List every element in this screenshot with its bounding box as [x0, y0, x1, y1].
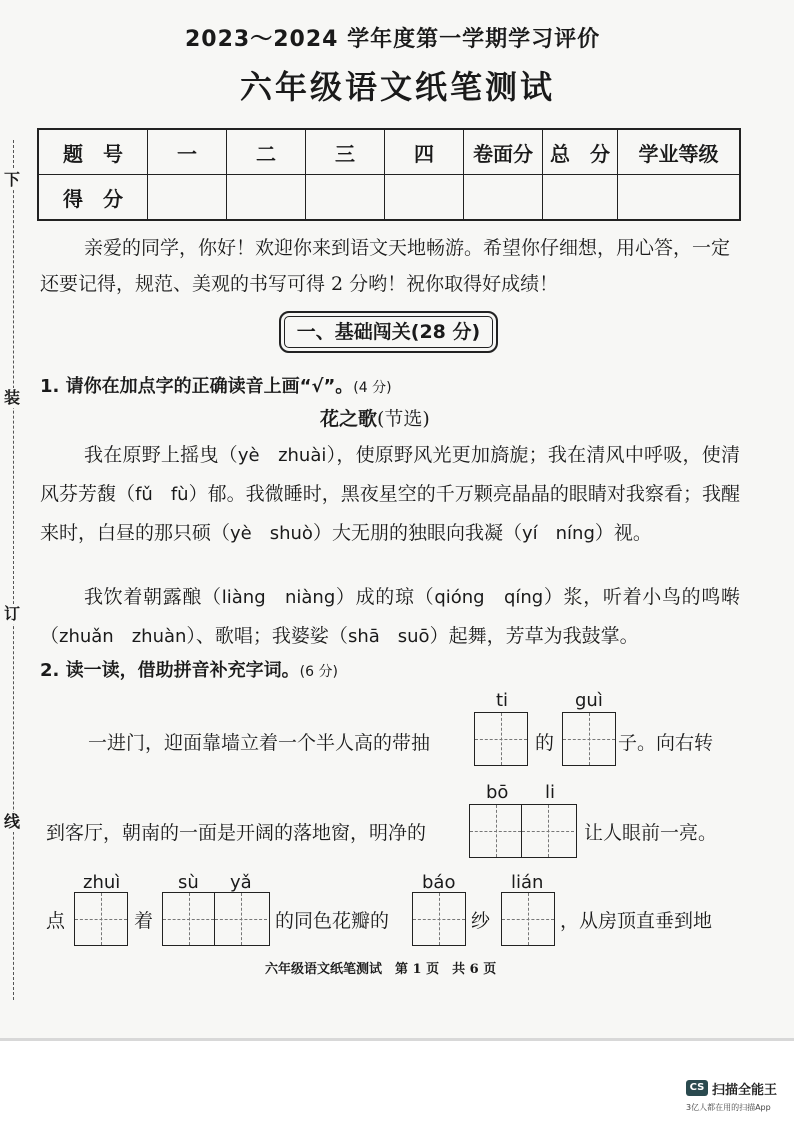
poem-title-text: 花之歌 [320, 408, 378, 430]
text-run: ）起舞，芳草为我鼓掌。 [429, 625, 639, 647]
poem-subtitle: (节选) [377, 408, 430, 430]
fill-line-text: ，从房顶直垂到地 [560, 910, 713, 932]
pinyin-label: guì [575, 690, 603, 711]
binding-mark: 装 [4, 388, 21, 407]
fill-line-text: 子。向右转 [618, 732, 714, 754]
text-run: ），使原野风光更加旖旎；我在清风中呼吸，使清风芬芳馥（ [40, 444, 740, 505]
score-cell[interactable] [543, 175, 618, 221]
pinyin-label: sù [178, 872, 199, 893]
pinyin-label: yǎ [230, 872, 252, 893]
text-run: 我饮着朝露酿（ [84, 586, 222, 608]
tianzige-box[interactable] [412, 892, 466, 946]
pinyin-choice[interactable]: zhuǎn zhuàn [59, 626, 187, 647]
binding-line [0, 140, 26, 1000]
exam-title: 六年级语文纸笔测试 [240, 68, 556, 106]
page-edge [0, 1038, 794, 1041]
score-cell[interactable] [464, 175, 543, 221]
header-cell: 学业等级 [618, 129, 741, 175]
text-run: ）郁。我微睡时，黑夜星空的千万颗亮晶晶的眼睛对我察看；我醒来时，白昼的那只硕（ [40, 483, 740, 544]
fill-line-text: 着 [134, 910, 154, 932]
question-points: (4 分) [353, 380, 392, 396]
header-cell: 题 号 [38, 129, 148, 175]
header-cell: 卷面分 [464, 129, 543, 175]
poem-paragraph-1 [40, 436, 740, 553]
header-cell: 三 [306, 129, 385, 175]
question-points: (6 分) [299, 664, 338, 680]
pinyin-choice[interactable]: fǔ fù [135, 484, 189, 505]
header-cell: 一 [148, 129, 227, 175]
pinyin-choice[interactable]: qióng qíng [434, 587, 544, 608]
pinyin-label: lián [511, 872, 544, 893]
header-cell: 总 分 [543, 129, 618, 175]
score-header-row [38, 129, 740, 175]
scanner-app-name: 扫描全能王 [712, 1083, 778, 1098]
pinyin-label: báo [422, 872, 456, 893]
fill-line-text: 点 [46, 910, 66, 932]
pinyin-label: bō [486, 782, 509, 803]
binding-mark: 线 [4, 812, 21, 831]
text-run: ）视。 [594, 522, 652, 544]
binding-mark: 订 [4, 604, 21, 623]
tianzige-box[interactable] [74, 892, 128, 946]
pinyin-choice[interactable]: shā suō [347, 626, 430, 647]
pinyin-choice[interactable]: yè shuò [230, 523, 313, 544]
tianzige-box[interactable] [562, 712, 616, 766]
fill-line-text: 到客厅，朝南的一面是开阔的落地窗，明净的 [46, 822, 427, 844]
intro-text: 亲爱的同学，你好！欢迎你来到语文天地畅游。希望你仔细想，用心答，一定还要记得，规范、美观的书写可得 2 分哟！祝你取得好成绩！ [40, 237, 731, 295]
question-2 [40, 656, 338, 682]
text-run: ）浆，听着小鸟的鸣啭（ [40, 586, 740, 647]
pinyin-choice[interactable]: liàng niàng [221, 587, 336, 608]
exam-term-title: 2023～2024 学年度第一学期学习评价 [185, 27, 601, 52]
score-table [37, 128, 741, 221]
pinyin-label: li [545, 782, 556, 803]
fill-line-text: 让人眼前一亮。 [584, 822, 718, 844]
pinyin-label: zhuì [83, 872, 121, 893]
poem-title [320, 404, 430, 431]
camscanner-logo-icon: CS [686, 1080, 708, 1096]
score-cell[interactable] [385, 175, 464, 221]
score-cell[interactable] [306, 175, 385, 221]
score-row-label: 得 分 [38, 175, 148, 221]
binding-dashed-line [13, 140, 15, 1000]
question-1 [40, 372, 392, 398]
text-run: ）大无朋的独眼向我凝（ [312, 522, 522, 544]
binding-mark: 下 [4, 170, 21, 189]
scanner-tagline: 3亿人都在用的扫描App [686, 1103, 771, 1112]
score-cell[interactable] [227, 175, 306, 221]
pinyin-choice[interactable]: yí níng [521, 523, 595, 544]
tianzige-box[interactable] [469, 804, 577, 858]
fill-line-text: 的 [535, 732, 555, 754]
question-label: 2. 读一读，借助拼音补充字词。 [40, 660, 300, 681]
header-cell: 四 [385, 129, 464, 175]
score-cell[interactable] [618, 175, 741, 221]
text-run: ）成的琼（ [335, 586, 435, 608]
fill-line-text: 纱 [471, 910, 491, 932]
tianzige-box[interactable] [162, 892, 270, 946]
pinyin-label: ti [496, 690, 509, 711]
section-title: 一、基础闯关(28 分) [279, 311, 498, 353]
header-cell: 二 [227, 129, 306, 175]
tianzige-box[interactable] [474, 712, 528, 766]
text-run: 我在原野上摇曳（ [84, 444, 238, 466]
score-row [38, 175, 740, 221]
question-label: 1. 请你在加点字的正确读音上画“√”。 [40, 376, 354, 397]
pinyin-choice[interactable]: yè zhuài [237, 445, 327, 466]
tianzige-box[interactable] [501, 892, 555, 946]
fill-line-text: 的同色花瓣的 [275, 910, 390, 932]
text-run: ）、歌唱；我婆娑（ [186, 625, 348, 647]
page-footer: 六年级语文纸笔测试 第 1 页 共 6 页 [265, 962, 497, 977]
fill-line-text: 一进门，迎面靠墙立着一个半人高的带抽 [88, 732, 431, 754]
poem-paragraph-2 [40, 578, 740, 656]
score-cell[interactable] [148, 175, 227, 221]
